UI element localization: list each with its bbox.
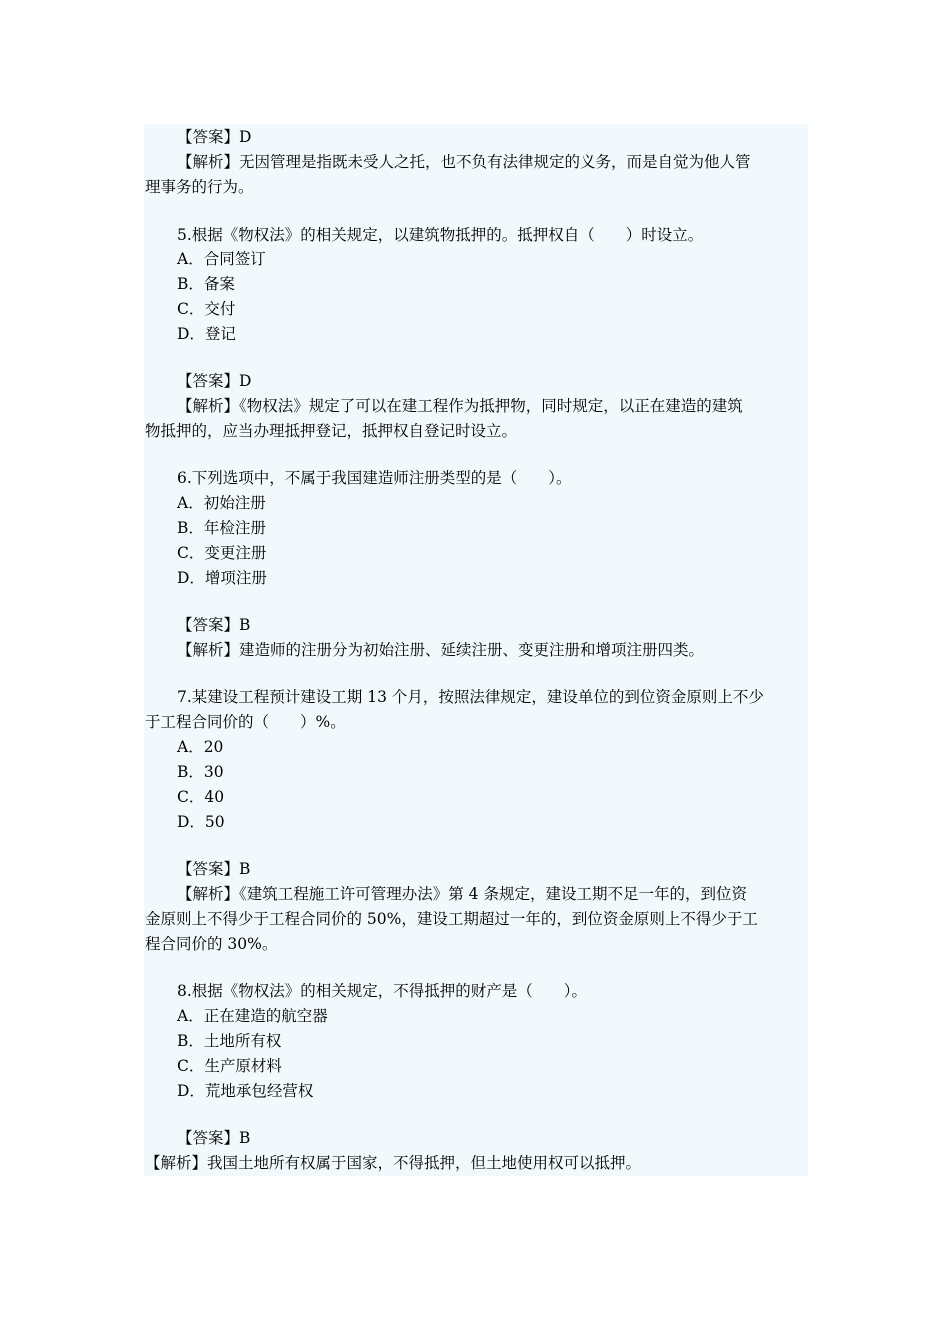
option-a: A．正在建造的航空器 bbox=[177, 1007, 328, 1025]
question-text: 于工程合同价的（ ）%。 bbox=[145, 713, 346, 731]
option-b: B．备案 bbox=[177, 275, 235, 293]
analysis-line: 金原则上不得少于工程合同价的 50%，建设工期超过一年的，到位资金原则上不得少于工 bbox=[145, 910, 758, 928]
analysis-line: 【解析】《物权法》规定了可以在建工程作为抵押物，同时规定，以正在建造的建筑 bbox=[177, 397, 743, 415]
analysis-line: 【解析】《建筑工程施工许可管理办法》第 4 条规定，建设工期不足一年的，到位资 bbox=[177, 885, 747, 903]
analysis-line: 【解析】建造师的注册分为初始注册、延续注册、变更注册和增项注册四类。 bbox=[177, 641, 705, 659]
analysis-line: 物抵押的，应当办理抵押登记，抵押权自登记时设立。 bbox=[145, 422, 518, 440]
answer-line: 【答案】B bbox=[177, 1129, 251, 1147]
answer-line: 【答案】D bbox=[177, 372, 252, 390]
option-d: D．登记 bbox=[177, 325, 236, 343]
analysis-line: 【解析】无因管理是指既未受人之托，也不负有法律规定的义务，而是自觉为他人管 bbox=[177, 153, 751, 171]
option-a: A．合同签订 bbox=[177, 250, 266, 268]
question-text: 6.下列选项中，不属于我国建造师注册类型的是（ ）。 bbox=[177, 469, 572, 487]
option-d: D．50 bbox=[177, 813, 225, 831]
option-d: D．荒地承包经营权 bbox=[177, 1082, 314, 1100]
question-text: 7.某建设工程预计建设工期 13 个月，按照法律规定，建设单位的到位资金原则上不少 bbox=[177, 688, 764, 706]
answer-line: 【答案】D bbox=[177, 128, 252, 146]
analysis-line: 【解析】我国土地所有权属于国家，不得抵押，但土地使用权可以抵押。 bbox=[145, 1154, 642, 1172]
option-a: A．初始注册 bbox=[177, 494, 266, 512]
option-c: C．40 bbox=[177, 788, 225, 806]
option-c: C．生产原材料 bbox=[177, 1057, 282, 1075]
option-c: C．变更注册 bbox=[177, 544, 267, 562]
answer-line: 【答案】B bbox=[177, 860, 251, 878]
answer-line: 【答案】B bbox=[177, 616, 251, 634]
option-d: D．增项注册 bbox=[177, 569, 267, 587]
question-text: 8.根据《物权法》的相关规定，不得抵押的财产是（ ）。 bbox=[177, 982, 588, 1000]
question-text: 5.根据《物权法》的相关规定，以建筑物抵押的。抵押权自（ ）时设立。 bbox=[177, 226, 704, 244]
option-b: B．年检注册 bbox=[177, 519, 266, 537]
analysis-line: 理事务的行为。 bbox=[145, 178, 254, 196]
analysis-line: 程合同价的 30%。 bbox=[145, 935, 278, 953]
option-b: B．土地所有权 bbox=[177, 1032, 282, 1050]
option-c: C．交付 bbox=[177, 300, 236, 318]
option-a: A．20 bbox=[177, 738, 224, 756]
option-b: B．30 bbox=[177, 763, 224, 781]
